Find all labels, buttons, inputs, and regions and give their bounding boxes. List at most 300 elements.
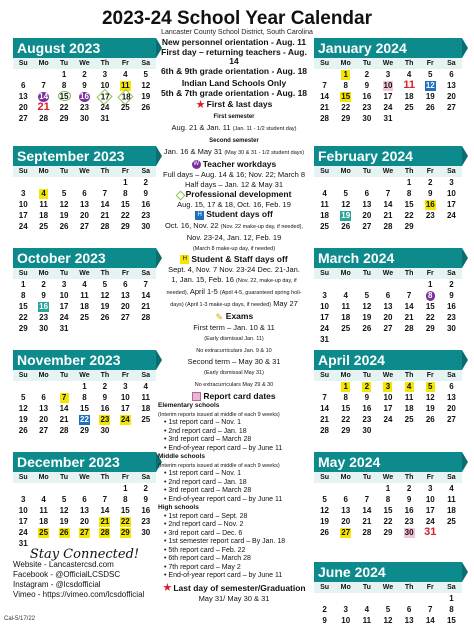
day-number: 11 — [447, 495, 456, 504]
day-cell — [377, 199, 398, 210]
day-cell — [377, 312, 398, 323]
day-number: 18 — [80, 302, 89, 311]
empty-cell — [95, 483, 115, 494]
day-cell — [54, 199, 74, 210]
day-cell — [136, 177, 156, 188]
weekday-header: Th — [399, 472, 420, 483]
weekday-header: Fr — [115, 472, 135, 483]
day-number: 20 — [362, 211, 372, 220]
day-cell — [441, 505, 462, 516]
day-number: 6 — [449, 382, 454, 391]
legend-ssdo-2: 1, Jan. 15, Feb. 16 — [171, 275, 234, 285]
weekday-header: Th — [399, 370, 420, 381]
week-row — [13, 403, 156, 414]
month-title: November 2023 — [13, 350, 156, 370]
day-cell — [441, 279, 462, 290]
day-cell — [335, 392, 356, 403]
day-cell — [136, 69, 156, 80]
day-yellow-marker: 7 — [60, 393, 69, 403]
day-cell — [115, 392, 135, 403]
day-cell — [115, 290, 135, 301]
day-number: 13 — [404, 616, 414, 625]
day-cell — [13, 301, 33, 312]
weekday-header: Th — [399, 166, 420, 177]
day-number: 7 — [428, 605, 433, 614]
day-number: 10 — [18, 506, 28, 515]
empty-cell — [420, 425, 441, 436]
weekday-header: Th — [399, 582, 420, 593]
teacher-workday-icon: W — [193, 161, 200, 168]
day-cell — [420, 414, 441, 425]
legend-middle-note: (Interim reports issued at middle of each 9 weeks) — [158, 462, 280, 469]
month-title: September 2023 — [13, 146, 156, 166]
day-cell — [399, 403, 420, 414]
week-row — [314, 301, 462, 312]
day-cell — [441, 323, 462, 334]
day-cell — [54, 516, 74, 527]
legend-exams-1: First term – Jan. 10 & 11 — [193, 322, 275, 332]
day-cell — [377, 604, 398, 615]
day-cell — [136, 80, 156, 91]
day-yellow-marker: 29 — [120, 528, 130, 537]
empty-cell — [420, 113, 441, 124]
day-number: 11 — [404, 393, 414, 402]
month-grid — [314, 58, 462, 124]
day-cell — [335, 505, 356, 516]
day-number: 20 — [120, 302, 130, 311]
header — [0, 0, 474, 37]
day-number: 2 — [102, 382, 108, 391]
day-cell — [33, 199, 53, 210]
week-row — [13, 69, 156, 80]
day-cell — [33, 425, 53, 436]
weekday-header: Tu — [356, 268, 377, 279]
day-cell — [136, 199, 156, 210]
day-yellow-marker: 4 — [405, 382, 414, 392]
day-number: 19 — [100, 302, 110, 311]
weekday-header: Mo — [33, 58, 53, 69]
day-cell — [33, 527, 53, 538]
day-blue-marker: 22 — [80, 415, 89, 424]
day-cell — [441, 80, 462, 91]
day-cell — [136, 414, 156, 425]
day-cell — [314, 221, 335, 232]
day-cell — [377, 414, 398, 425]
week-row — [13, 113, 156, 124]
day-cell — [420, 505, 441, 516]
day-number: 14 — [320, 92, 330, 101]
empty-cell — [95, 323, 115, 334]
day-number: 26 — [59, 222, 69, 231]
legend-student-days-off-1: Oct. 16, Nov. 22 — [164, 220, 219, 230]
day-cell — [95, 414, 115, 425]
legend-ssdo-3-note: needed), — [166, 290, 189, 297]
day-number: 23 — [404, 517, 414, 526]
week-row — [314, 199, 462, 210]
day-number: 28 — [39, 114, 49, 123]
day-cell — [441, 102, 462, 113]
legend-ssdo-4: May 27 — [273, 299, 298, 309]
day-cell — [441, 403, 462, 414]
day-number: 1 — [123, 484, 128, 493]
day-number: 30 — [100, 426, 110, 435]
day-cell — [399, 80, 420, 91]
day-number: 19 — [141, 92, 151, 101]
week-row — [13, 381, 156, 392]
day-number: 13 — [341, 506, 351, 515]
weekday-header: Su — [13, 472, 33, 483]
weekday-header: Su — [13, 268, 33, 279]
day-number: 4 — [364, 605, 370, 614]
social-block — [13, 547, 156, 600]
day-number: 5 — [20, 393, 26, 402]
day-number: 8 — [406, 189, 412, 198]
day-cell — [33, 494, 53, 505]
day-cell — [441, 494, 462, 505]
day-number: 20 — [383, 313, 393, 322]
day-cell — [420, 323, 441, 334]
empty-cell — [335, 279, 356, 290]
day-number: 6 — [20, 81, 26, 90]
day-number: 13 — [120, 291, 130, 300]
day-cell — [95, 69, 115, 80]
day-number: 8 — [123, 189, 128, 198]
day-number: 30 — [362, 114, 372, 123]
day-number: 21 — [320, 415, 330, 424]
day-cell — [441, 290, 462, 301]
day-cell — [441, 199, 462, 210]
day-number: 28 — [141, 313, 151, 322]
day-number: 4 — [123, 70, 128, 79]
weekday-header: Fr — [420, 582, 441, 593]
day-cell — [115, 483, 135, 494]
day-cell — [74, 102, 94, 113]
day-number: 17 — [425, 506, 435, 515]
day-number: 12 — [320, 506, 330, 515]
day-cell — [377, 381, 398, 392]
day-cell — [136, 102, 156, 113]
day-number: 16 — [362, 404, 372, 413]
day-number: 22 — [341, 103, 351, 112]
month-title: December 2023 — [13, 452, 156, 472]
month-january-2024 — [314, 38, 462, 124]
day-cell — [399, 199, 420, 210]
legend-high-heading: High schools — [158, 504, 199, 512]
day-number: 19 — [425, 404, 435, 413]
day-number: 4 — [406, 70, 412, 79]
day-number: 13 — [80, 200, 89, 209]
day-cell — [54, 392, 74, 403]
day-number: 6 — [82, 495, 87, 504]
day-cell — [335, 381, 356, 392]
day-number: 13 — [80, 506, 89, 515]
day-number: 19 — [425, 92, 435, 101]
day-number: 7 — [322, 81, 327, 90]
day-yellow-marker: 27 — [80, 528, 89, 537]
month-title: June 2024 — [314, 562, 462, 582]
day-cell — [420, 301, 441, 312]
weekday-header: Mo — [335, 166, 356, 177]
day-cell — [115, 69, 135, 80]
day-number: 11 — [362, 616, 372, 625]
day-number: 6 — [343, 495, 348, 504]
day-number: 9 — [143, 495, 148, 504]
day-cell — [420, 290, 441, 301]
day-number: 12 — [18, 404, 28, 413]
day-cell — [377, 69, 398, 80]
week-row — [314, 279, 462, 290]
weekday-header: Th — [95, 58, 115, 69]
month-grid — [13, 58, 156, 124]
day-number: 29 — [18, 324, 28, 333]
empty-cell — [335, 483, 356, 494]
day-star-marker: 21 — [37, 101, 50, 113]
day-number: 24 — [383, 103, 393, 112]
day-yellow-marker: 16 — [425, 200, 435, 209]
day-green-marker: 15 — [59, 92, 69, 101]
day-cell — [95, 425, 115, 436]
day-cell — [13, 527, 33, 538]
weekday-header: Su — [13, 166, 33, 177]
day-cell — [356, 290, 377, 301]
day-cell — [420, 615, 441, 626]
week-row — [13, 505, 156, 516]
day-number: 3 — [102, 70, 108, 79]
day-number: 20 — [18, 103, 28, 112]
day-number: 27 — [362, 222, 372, 231]
day-number: 18 — [121, 92, 131, 102]
day-number: 2 — [82, 70, 87, 79]
week-row — [314, 505, 462, 516]
empty-cell — [356, 177, 377, 188]
weekday-header: Tu — [356, 582, 377, 593]
day-cell — [13, 392, 33, 403]
week-row — [13, 301, 156, 312]
empty-cell — [136, 113, 156, 124]
week-row — [314, 290, 462, 301]
weekday-header: Fr — [420, 166, 441, 177]
day-cell — [399, 381, 420, 392]
day-yellow-marker: 15 — [341, 92, 351, 101]
day-star-marker: 11 — [403, 79, 415, 91]
legend-exams-2-note-2: No extracurriculars May 29 & 30 — [194, 381, 274, 388]
day-cell — [13, 199, 33, 210]
legend-ssdo-3-note-2: (April 4-5, guaranteed spring holi- — [219, 290, 302, 297]
day-pink-marker: 30 — [404, 528, 414, 537]
day-cell — [314, 290, 335, 301]
day-cell — [74, 91, 94, 102]
day-cell — [13, 102, 33, 113]
day-cell — [377, 113, 398, 124]
day-cell — [441, 604, 462, 615]
week-row — [314, 91, 462, 102]
day-cell — [314, 505, 335, 516]
day-cell — [95, 381, 115, 392]
day-number: 8 — [449, 605, 454, 614]
day-number: 2 — [364, 70, 370, 79]
empty-cell — [441, 334, 462, 345]
weekday-header: Su — [314, 472, 335, 483]
day-cell — [54, 221, 74, 232]
legend-workdays-half: Half days – Jan. 12 & May 31 — [185, 180, 283, 190]
empty-cell — [441, 527, 462, 538]
day-cell — [356, 301, 377, 312]
day-cell — [33, 414, 53, 425]
day-cell — [314, 188, 335, 199]
day-cell — [54, 290, 74, 301]
empty-cell — [115, 425, 135, 436]
day-cell — [33, 290, 53, 301]
day-cell — [399, 615, 420, 626]
day-yellow-marker: 21 — [100, 517, 110, 526]
month-march-2024 — [314, 248, 462, 345]
day-number: 30 — [141, 528, 151, 537]
week-row — [13, 527, 156, 538]
day-number: 23 — [141, 517, 151, 526]
legend-new-personnel: New personnel orientation - Aug. 11 — [161, 37, 307, 47]
day-cell — [13, 414, 33, 425]
month-grid — [13, 268, 156, 334]
day-number: 26 — [341, 222, 351, 231]
weekday-header: Mo — [33, 268, 53, 279]
day-number: 22 — [383, 517, 393, 526]
day-cell — [356, 604, 377, 615]
week-row — [314, 334, 462, 345]
day-number: 25 — [120, 103, 130, 112]
day-number: 23 — [141, 211, 151, 220]
instagram-link[interactable]: Instagram - @lcsdofficial — [13, 580, 101, 589]
day-cell — [356, 381, 377, 392]
week-row — [13, 279, 156, 290]
empty-cell — [54, 177, 74, 188]
empty-cell — [399, 334, 420, 345]
day-number: 26 — [425, 103, 435, 112]
day-cell — [13, 221, 33, 232]
day-cell — [54, 312, 74, 323]
legend-indian-land: Indian Land Schools Only — [181, 78, 287, 88]
day-number: 10 — [18, 200, 28, 209]
day-cell — [356, 102, 377, 113]
day-cell — [335, 494, 356, 505]
day-cell — [136, 221, 156, 232]
weekday-header: Mo — [335, 582, 356, 593]
legend-exams-1-note: (Early dismissal Jan. 11) — [204, 335, 264, 342]
day-number: 31 — [59, 324, 69, 333]
empty-cell — [399, 593, 420, 604]
day-cell — [74, 392, 94, 403]
empty-cell — [115, 323, 135, 334]
day-number: 25 — [80, 313, 89, 322]
weekday-header: Tu — [54, 166, 74, 177]
report-card-item: • 2nd report card – Jan. 18 — [164, 478, 247, 486]
day-number: 24 — [59, 313, 69, 322]
day-number: 17 — [383, 92, 393, 101]
day-cell — [115, 188, 135, 199]
day-cell — [115, 414, 135, 425]
day-cell — [399, 483, 420, 494]
empty-cell — [54, 483, 74, 494]
day-number: 8 — [20, 291, 26, 300]
day-cell — [95, 199, 115, 210]
day-number: 7 — [322, 393, 327, 402]
stay-connected-heading: Stay Connected! — [29, 547, 140, 562]
day-cell — [115, 199, 135, 210]
day-cell — [314, 80, 335, 91]
day-cell — [377, 290, 398, 301]
day-number: 1 — [20, 280, 26, 289]
day-cell — [335, 290, 356, 301]
day-number: 6 — [385, 291, 391, 300]
legend-second-semester: Jan. 16 & May 31 — [163, 146, 223, 156]
day-number: 27 — [39, 426, 49, 435]
day-cell — [13, 188, 33, 199]
month-june-2024 — [314, 562, 462, 626]
month-august-2023 — [13, 38, 156, 124]
empty-cell — [335, 177, 356, 188]
day-cell — [13, 323, 33, 334]
facebook-link[interactable]: Facebook - @OfficialLCSDSC — [13, 570, 121, 579]
day-cell — [33, 312, 53, 323]
empty-cell — [377, 334, 398, 345]
day-cell — [54, 301, 74, 312]
report-card-item: • 1st report card – Nov. 1 — [164, 470, 242, 478]
day-cell — [314, 91, 335, 102]
day-cell — [136, 516, 156, 527]
week-row — [314, 483, 462, 494]
day-cell — [356, 505, 377, 516]
day-number: 25 — [446, 517, 456, 526]
day-number: 15 — [446, 616, 456, 625]
empty-cell — [356, 593, 377, 604]
empty-cell — [420, 593, 441, 604]
week-row — [13, 188, 156, 199]
day-number: 27 — [383, 324, 393, 333]
day-cell — [356, 80, 377, 91]
week-row — [314, 414, 462, 425]
day-number: 8 — [343, 81, 348, 90]
legend-prof-dev: Aug. 15, 17 & 18, Oct. 16, Feb. 19 — [177, 200, 291, 210]
weekday-header: Mo — [33, 472, 53, 483]
empty-cell — [377, 425, 398, 436]
day-cell — [74, 199, 94, 210]
day-number: 14 — [362, 506, 372, 515]
day-teal-marker: 16 — [39, 302, 49, 311]
legend-workdays-full: Full days – Aug. 14 & 16; Nov. 22; March 8 — [162, 170, 306, 180]
day-cell — [13, 210, 33, 221]
day-cell — [314, 113, 335, 124]
report-card-item: • 3rd report card – Dec. 6 — [164, 529, 243, 537]
legend-middle-heading: Middle schools — [158, 453, 205, 461]
day-cell — [95, 516, 115, 527]
vimeo-link[interactable]: Vimeo - https://vimeo.com/lcsdofficial — [13, 590, 145, 599]
day-cell — [314, 102, 335, 113]
day-cell — [95, 102, 115, 113]
day-number: 17 — [18, 211, 28, 220]
website-link[interactable]: Website - Lancastercsd.com — [13, 560, 114, 569]
day-number: 6 — [449, 70, 454, 79]
week-row — [314, 113, 462, 124]
day-number: 3 — [123, 382, 128, 391]
day-cell — [356, 312, 377, 323]
empty-cell — [136, 425, 156, 436]
report-card-item: • 3rd report card – March 28 — [164, 436, 252, 444]
empty-cell — [335, 334, 356, 345]
day-number: 28 — [320, 426, 330, 435]
day-number: 11 — [80, 291, 89, 300]
day-number: 12 — [362, 302, 372, 311]
day-cell — [441, 593, 462, 604]
day-cell — [95, 527, 115, 538]
